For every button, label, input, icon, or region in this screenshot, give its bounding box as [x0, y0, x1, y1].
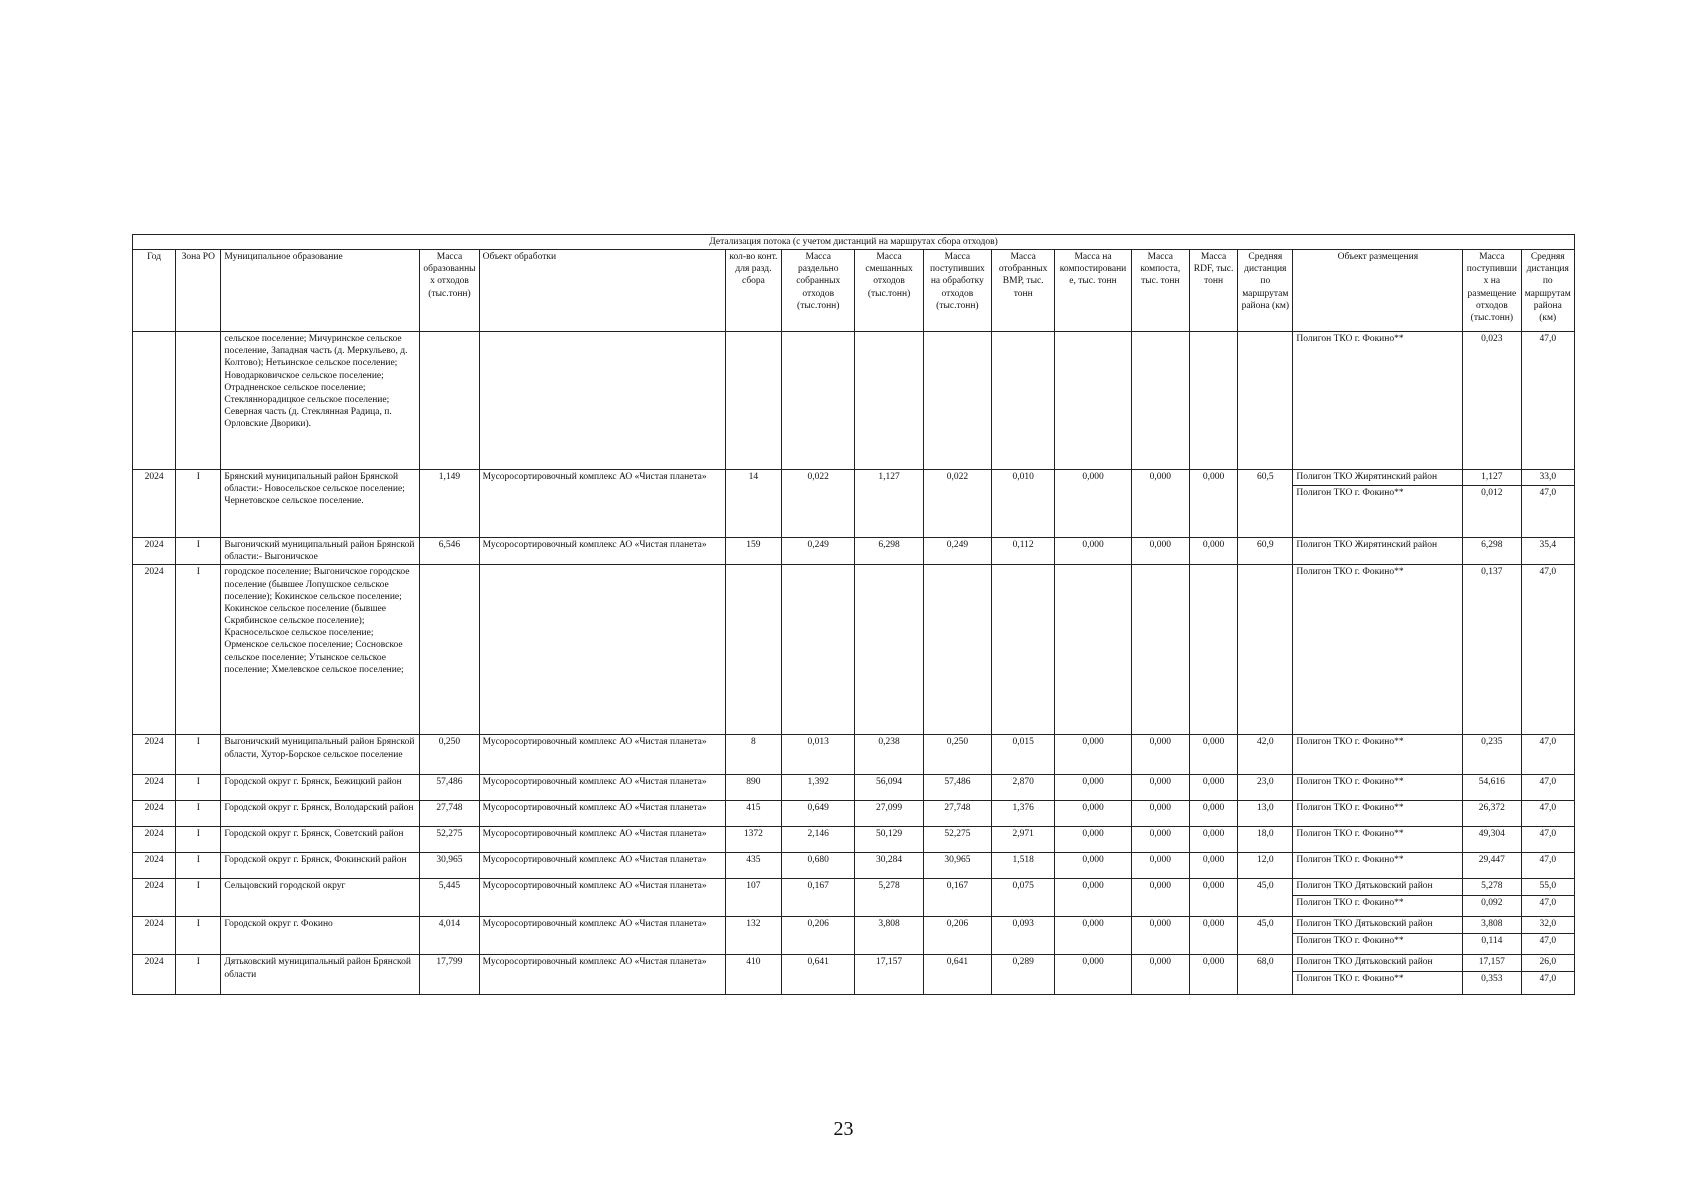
- compost-mass-cell: 0,000: [1131, 917, 1189, 955]
- zone-cell: I: [176, 565, 221, 735]
- municipality-cell: Городской округ г. Брянск, Фокинский район: [221, 853, 420, 879]
- compost-input-cell: 0,000: [1055, 538, 1131, 565]
- table-row: [133, 955, 1575, 995]
- municipality-cell: Дятьковский муниципальный район Брянской области: [221, 955, 420, 995]
- disposal-mass-entry: 3,808: [1481, 919, 1503, 930]
- processed-mass-cell: 0,641: [923, 955, 991, 995]
- header-containers: кол-во конт. для разд. сбора: [725, 250, 781, 332]
- rdf-mass-cell: 0,000: [1189, 955, 1237, 995]
- year-cell: 2024: [133, 879, 176, 917]
- disposal-site-cell: [1293, 735, 1463, 775]
- header-municipality: Муниципальное образование: [221, 250, 420, 332]
- disposal-mass-cell: [1463, 801, 1521, 827]
- disposal-distance-entry: 26,0: [1539, 957, 1557, 968]
- rdf-mass-cell: 0,000: [1189, 801, 1237, 827]
- disposal-distance-entry: 55,0: [1539, 881, 1557, 892]
- disposal-distance-entry: 47,0: [1539, 803, 1557, 814]
- mass-cell: 27,748: [420, 801, 479, 827]
- municipality-cell: Выгоничский муниципальный район Брянской области, Хутор-Борское сельское поселение: [221, 735, 420, 775]
- disposal-distance-entry: 32,0: [1539, 919, 1557, 930]
- facility-cell: Мусоросортировочный комплекс АО «Чистая планета»: [479, 879, 725, 917]
- mass-cell: 5,445: [420, 879, 479, 917]
- zone-cell: I: [176, 827, 221, 853]
- vmr-mass-cell: [992, 565, 1055, 735]
- zone-cell: [176, 332, 221, 470]
- table-row: [133, 917, 1575, 955]
- compost-mass-cell: 0,000: [1131, 775, 1189, 801]
- distance-cell: 12,0: [1238, 853, 1293, 879]
- compost-mass-cell: 0,000: [1131, 538, 1189, 565]
- rdf-mass-cell: 0,000: [1189, 853, 1237, 879]
- disposal-site-cell: [1293, 917, 1463, 955]
- table-row: [133, 565, 1575, 735]
- vmr-mass-cell: 2,870: [992, 775, 1055, 801]
- vmr-mass-cell: [992, 332, 1055, 470]
- disposal-distance-entry: 47,0: [1539, 567, 1557, 578]
- rdf-mass-cell: 0,000: [1189, 827, 1237, 853]
- vmr-mass-cell: 1,376: [992, 801, 1055, 827]
- year-cell: 2024: [133, 827, 176, 853]
- facility-cell: Мусоросортировочный комплекс АО «Чистая планета»: [479, 827, 725, 853]
- mass-cell: 57,486: [420, 775, 479, 801]
- compost-mass-cell: 0,000: [1131, 470, 1189, 538]
- facility-cell: Мусоросортировочный комплекс АО «Чистая планета»: [479, 853, 725, 879]
- disposal-distance-entry: 47,0: [1539, 829, 1557, 840]
- separate-mass-cell: 0,641: [782, 955, 855, 995]
- distance-cell: 45,0: [1238, 879, 1293, 917]
- header-disposal-mass: Масса поступивших на размещение отходов (тыс.тонн): [1463, 250, 1521, 332]
- disposal-mass-entry: 54,616: [1478, 777, 1505, 788]
- header-dist: Средняя дистанция по маршрутам района (км): [1238, 250, 1293, 332]
- mixed-mass-cell: 50,129: [855, 827, 923, 853]
- containers-cell: [725, 332, 781, 470]
- mixed-mass-cell: 5,278: [855, 879, 923, 917]
- disposal-mass-cell: [1463, 853, 1521, 879]
- vmr-mass-cell: 2,971: [992, 827, 1055, 853]
- containers-cell: 132: [725, 917, 781, 955]
- waste-flow-table: [132, 234, 1575, 995]
- year-cell: 2024: [133, 538, 176, 565]
- vmr-mass-cell: 0,289: [992, 955, 1055, 995]
- disposal-distance-cell: [1521, 565, 1575, 735]
- disposal-distance-entry: 47,0: [1539, 855, 1557, 866]
- table-body: [133, 332, 1575, 995]
- zone-cell: I: [176, 801, 221, 827]
- header-disposal-dist: Средняя дистанция по маршрутам района (км): [1521, 250, 1575, 332]
- disposal-mass-cell: [1463, 470, 1521, 538]
- containers-cell: [725, 565, 781, 735]
- distance-cell: [1238, 332, 1293, 470]
- header-rdf: Масса RDF, тыс. тонн: [1189, 250, 1237, 332]
- facility-cell: Мусоросортировочный комплекс АО «Чистая планета»: [479, 955, 725, 995]
- year-cell: 2024: [133, 775, 176, 801]
- disposal-mass-cell: [1463, 775, 1521, 801]
- disposal-mass-entry: 0,114: [1463, 933, 1520, 947]
- disposal-distance-entry: 33,0: [1539, 472, 1557, 483]
- disposal-mass-cell: [1463, 827, 1521, 853]
- containers-cell: 107: [725, 879, 781, 917]
- municipality-cell: Городской округ г. Брянск, Советский район: [221, 827, 420, 853]
- containers-cell: 435: [725, 853, 781, 879]
- disposal-distance-cell: [1521, 470, 1575, 538]
- year-cell: [133, 332, 176, 470]
- mass-cell: 30,965: [420, 853, 479, 879]
- disposal-site-entry: Полигон ТКО г. Фокино**: [1296, 737, 1404, 748]
- year-cell: 2024: [133, 917, 176, 955]
- vmr-mass-cell: 0,075: [992, 879, 1055, 917]
- separate-mass-cell: 2,146: [782, 827, 855, 853]
- compost-input-cell: 0,000: [1055, 955, 1131, 995]
- disposal-site-cell: [1293, 879, 1463, 917]
- year-cell: 2024: [133, 735, 176, 775]
- disposal-site-entry: Полигон ТКО Жирятинский район: [1296, 472, 1438, 483]
- zone-cell: I: [176, 775, 221, 801]
- distance-cell: 42,0: [1238, 735, 1293, 775]
- disposal-site-cell: [1293, 332, 1463, 470]
- vmr-mass-cell: 0,015: [992, 735, 1055, 775]
- compost-mass-cell: 0,000: [1131, 735, 1189, 775]
- disposal-mass-entry: 0,353: [1463, 971, 1520, 985]
- mixed-mass-cell: 27,099: [855, 801, 923, 827]
- mass-cell: [420, 332, 479, 470]
- disposal-mass-cell: [1463, 955, 1521, 995]
- disposal-mass-entry: 49,304: [1478, 829, 1505, 840]
- containers-cell: 8: [725, 735, 781, 775]
- disposal-mass-cell: [1463, 735, 1521, 775]
- facility-cell: [479, 332, 725, 470]
- year-cell: 2024: [133, 801, 176, 827]
- table-row: [133, 801, 1575, 827]
- header-separate: Масса раздельно собранных отходов (тыс.тонн): [782, 250, 855, 332]
- disposal-mass-entry: 0,012: [1463, 485, 1520, 499]
- mixed-mass-cell: 3,808: [855, 917, 923, 955]
- header-year: Год: [133, 250, 176, 332]
- separate-mass-cell: 1,392: [782, 775, 855, 801]
- disposal-site-cell: [1293, 565, 1463, 735]
- disposal-site-cell: [1293, 853, 1463, 879]
- disposal-distance-entry: 47,0: [1522, 895, 1575, 909]
- year-cell: 2024: [133, 955, 176, 995]
- containers-cell: 415: [725, 801, 781, 827]
- distance-cell: 68,0: [1238, 955, 1293, 995]
- disposal-mass-entry: 0,235: [1481, 737, 1503, 748]
- compost-input-cell: 0,000: [1055, 917, 1131, 955]
- disposal-site-entry: Полигон ТКО г. Фокино**: [1296, 567, 1404, 578]
- rdf-mass-cell: 0,000: [1189, 775, 1237, 801]
- separate-mass-cell: 0,680: [782, 853, 855, 879]
- table-row: [133, 853, 1575, 879]
- disposal-site-entry: Полигон ТКО Дятьковский район: [1296, 957, 1433, 968]
- municipality-cell: сельское поселение; Мичуринское сельское поселение, Западная часть (д. Меркульево, д. Колтово); Нетьинское сельское поселение; Новодарковичское сельское поселение; Отрадненское сельское поселение; Стекляннорадицкое сельское поселение; Северная часть (д. Стеклянная Радица, п. Орловские Дворики).: [221, 332, 420, 470]
- compost-input-cell: 0,000: [1055, 879, 1131, 917]
- municipality-cell: Сельцовский городской округ: [221, 879, 420, 917]
- rdf-mass-cell: 0,000: [1189, 735, 1237, 775]
- disposal-distance-entry: 47,0: [1522, 485, 1575, 499]
- mixed-mass-cell: 17,157: [855, 955, 923, 995]
- zone-cell: I: [176, 917, 221, 955]
- disposal-site-cell: [1293, 538, 1463, 565]
- separate-mass-cell: 0,022: [782, 470, 855, 538]
- facility-cell: Мусоросортировочный комплекс АО «Чистая планета»: [479, 735, 725, 775]
- processed-mass-cell: [923, 565, 991, 735]
- table-row: [133, 332, 1575, 470]
- zone-cell: I: [176, 853, 221, 879]
- table-row: [133, 879, 1575, 917]
- containers-cell: 410: [725, 955, 781, 995]
- separate-mass-cell: [782, 332, 855, 470]
- mass-cell: 52,275: [420, 827, 479, 853]
- disposal-site-entry: Полигон ТКО г. Фокино**: [1293, 895, 1462, 909]
- disposal-site-entry: Полигон ТКО г. Фокино**: [1296, 334, 1404, 345]
- disposal-distance-entry: 47,0: [1522, 933, 1575, 947]
- compost-input-cell: 0,000: [1055, 827, 1131, 853]
- disposal-mass-cell: [1463, 332, 1521, 470]
- facility-cell: [479, 565, 725, 735]
- rdf-mass-cell: 0,000: [1189, 470, 1237, 538]
- header-mixed: Масса смешанных отходов (тыс.тонн): [855, 250, 923, 332]
- disposal-distance-cell: [1521, 538, 1575, 565]
- disposal-mass-cell: [1463, 565, 1521, 735]
- mixed-mass-cell: 30,284: [855, 853, 923, 879]
- municipality-cell: Городской округ г. Фокино: [221, 917, 420, 955]
- table-row: [133, 775, 1575, 801]
- disposal-site-entry: Полигон ТКО г. Фокино**: [1296, 855, 1404, 866]
- disposal-mass-entry: 0,023: [1481, 334, 1503, 345]
- distance-cell: 60,5: [1238, 470, 1293, 538]
- disposal-distance-cell: [1521, 955, 1575, 995]
- disposal-mass-cell: [1463, 879, 1521, 917]
- compost-input-cell: [1055, 565, 1131, 735]
- facility-cell: Мусоросортировочный комплекс АО «Чистая планета»: [479, 917, 725, 955]
- table-row: [133, 470, 1575, 538]
- disposal-distance-cell: [1521, 917, 1575, 955]
- header-facility: Объект обработки: [479, 250, 725, 332]
- municipality-cell: Городской округ г. Брянск, Бежицкий район: [221, 775, 420, 801]
- facility-cell: Мусоросортировочный комплекс АО «Чистая планета»: [479, 538, 725, 565]
- disposal-distance-cell: [1521, 879, 1575, 917]
- compost-mass-cell: [1131, 332, 1189, 470]
- mass-cell: 6,546: [420, 538, 479, 565]
- compost-input-cell: [1055, 332, 1131, 470]
- disposal-site-entry: Полигон ТКО Жирятинский район: [1296, 540, 1438, 551]
- vmr-mass-cell: 0,112: [992, 538, 1055, 565]
- separate-mass-cell: 0,167: [782, 879, 855, 917]
- compost-mass-cell: 0,000: [1131, 955, 1189, 995]
- disposal-distance-cell: [1521, 801, 1575, 827]
- mass-cell: 0,250: [420, 735, 479, 775]
- mass-cell: 17,799: [420, 955, 479, 995]
- processed-mass-cell: 0,167: [923, 879, 991, 917]
- disposal-mass-entry: 0,137: [1481, 567, 1503, 578]
- year-cell: 2024: [133, 565, 176, 735]
- processed-mass-cell: [923, 332, 991, 470]
- distance-cell: 60,9: [1238, 538, 1293, 565]
- compost-mass-cell: 0,000: [1131, 827, 1189, 853]
- distance-cell: 13,0: [1238, 801, 1293, 827]
- disposal-site-entry: Полигон ТКО Дятьковский район: [1296, 919, 1433, 930]
- header-row: [133, 250, 1575, 332]
- disposal-site-cell: [1293, 801, 1463, 827]
- zone-cell: I: [176, 538, 221, 565]
- table-row: [133, 538, 1575, 565]
- header-compost-in: Масса на компостирование, тыс. тонн: [1055, 250, 1131, 332]
- processed-mass-cell: 52,275: [923, 827, 991, 853]
- zone-cell: I: [176, 955, 221, 995]
- disposal-mass-entry: 26,372: [1478, 803, 1505, 814]
- disposal-distance-entry: 47,0: [1539, 737, 1557, 748]
- zone-cell: I: [176, 735, 221, 775]
- separate-mass-cell: [782, 565, 855, 735]
- containers-cell: 159: [725, 538, 781, 565]
- disposal-mass-cell: [1463, 538, 1521, 565]
- disposal-site-entry: Полигон ТКО г. Фокино**: [1296, 803, 1404, 814]
- rdf-mass-cell: 0,000: [1189, 917, 1237, 955]
- facility-cell: Мусоросортировочный комплекс АО «Чистая планета»: [479, 775, 725, 801]
- mixed-mass-cell: 6,298: [855, 538, 923, 565]
- disposal-distance-entry: 35,4: [1539, 540, 1557, 551]
- processed-mass-cell: 0,206: [923, 917, 991, 955]
- year-cell: 2024: [133, 470, 176, 538]
- compost-input-cell: 0,000: [1055, 801, 1131, 827]
- separate-mass-cell: 0,013: [782, 735, 855, 775]
- disposal-site-entry: Полигон ТКО г. Фокино**: [1293, 485, 1462, 499]
- header-processed: Масса поступивших на обработку отходов (тыс.тонн): [923, 250, 991, 332]
- disposal-distance-cell: [1521, 775, 1575, 801]
- rdf-mass-cell: [1189, 565, 1237, 735]
- rdf-mass-cell: 0,000: [1189, 538, 1237, 565]
- disposal-site-cell: [1293, 955, 1463, 995]
- mixed-mass-cell: 0,238: [855, 735, 923, 775]
- mixed-mass-cell: 56,094: [855, 775, 923, 801]
- header-zone: Зона РО: [176, 250, 221, 332]
- disposal-mass-entry: 29,447: [1478, 855, 1505, 866]
- compost-input-cell: 0,000: [1055, 853, 1131, 879]
- disposal-distance-cell: [1521, 853, 1575, 879]
- municipality-cell: городское поселение; Выгоничское городское поселение (бывшее Лопушское сельское поселение); Кокинское сельское поселение; Кокинское сельское поселение (бывшее Скрябинское сельское поселение); Красносельское сельское поселение; Орменское сельское поселение; Сосновское сельское поселение; Утынское сельское поселение; Хмелевское сельское поселение;: [221, 565, 420, 735]
- disposal-site-entry: Полигон ТКО Дятьковский район: [1296, 881, 1433, 892]
- vmr-mass-cell: 1,518: [992, 853, 1055, 879]
- disposal-mass-entry: 0,092: [1463, 895, 1520, 909]
- disposal-site-entry: Полигон ТКО г. Фокино**: [1293, 971, 1462, 985]
- header-mass: Масса образованных отходов (тыс.тонн): [420, 250, 479, 332]
- mixed-mass-cell: [855, 332, 923, 470]
- zone-cell: I: [176, 879, 221, 917]
- processed-mass-cell: 57,486: [923, 775, 991, 801]
- disposal-mass-entry: 5,278: [1481, 881, 1503, 892]
- year-cell: 2024: [133, 853, 176, 879]
- compost-mass-cell: 0,000: [1131, 879, 1189, 917]
- compost-input-cell: 0,000: [1055, 470, 1131, 538]
- containers-cell: 14: [725, 470, 781, 538]
- zone-cell: I: [176, 470, 221, 538]
- facility-cell: Мусоросортировочный комплекс АО «Чистая планета»: [479, 470, 725, 538]
- disposal-mass-cell: [1463, 917, 1521, 955]
- disposal-site-entry: Полигон ТКО г. Фокино**: [1293, 933, 1462, 947]
- disposal-site-entry: Полигон ТКО г. Фокино**: [1296, 777, 1404, 788]
- disposal-distance-entry: 47,0: [1522, 971, 1575, 985]
- distance-cell: [1238, 565, 1293, 735]
- separate-mass-cell: 0,249: [782, 538, 855, 565]
- distance-cell: 23,0: [1238, 775, 1293, 801]
- mixed-mass-cell: [855, 565, 923, 735]
- containers-cell: 890: [725, 775, 781, 801]
- disposal-distance-cell: [1521, 332, 1575, 470]
- distance-cell: 18,0: [1238, 827, 1293, 853]
- distance-cell: 45,0: [1238, 917, 1293, 955]
- disposal-mass-entry: 6,298: [1481, 540, 1503, 551]
- disposal-site-cell: [1293, 827, 1463, 853]
- disposal-site-cell: [1293, 775, 1463, 801]
- processed-mass-cell: 0,250: [923, 735, 991, 775]
- mass-cell: [420, 565, 479, 735]
- rdf-mass-cell: [1189, 332, 1237, 470]
- compost-mass-cell: 0,000: [1131, 853, 1189, 879]
- rdf-mass-cell: 0,000: [1189, 879, 1237, 917]
- disposal-distance-entry: 47,0: [1539, 334, 1557, 345]
- municipality-cell: Выгоничский муниципальный район Брянской области:- Выгоничское: [221, 538, 420, 565]
- vmr-mass-cell: 0,010: [992, 470, 1055, 538]
- compost-mass-cell: [1131, 565, 1189, 735]
- processed-mass-cell: 30,965: [923, 853, 991, 879]
- header-disposal: Объект размещения: [1293, 250, 1463, 332]
- mass-cell: 4,014: [420, 917, 479, 955]
- compost-input-cell: 0,000: [1055, 775, 1131, 801]
- disposal-distance-cell: [1521, 735, 1575, 775]
- processed-mass-cell: 0,022: [923, 470, 991, 538]
- municipality-cell: Брянский муниципальный район Брянской области:- Новосельское сельское поселение; Чернетовское сельское поселение.: [221, 470, 420, 538]
- table-caption: Детализация потока (с учетом дистанций на маршрутах сбора отходов): [133, 235, 1575, 250]
- disposal-site-cell: [1293, 470, 1463, 538]
- disposal-distance-entry: 47,0: [1539, 777, 1557, 788]
- compost-mass-cell: 0,000: [1131, 801, 1189, 827]
- processed-mass-cell: 27,748: [923, 801, 991, 827]
- compost-input-cell: 0,000: [1055, 735, 1131, 775]
- page-number: 23: [833, 1118, 854, 1140]
- header-vmr: Масса отобранных ВМР, тыс. тонн: [992, 250, 1055, 332]
- disposal-mass-entry: 17,157: [1478, 957, 1505, 968]
- table-row: [133, 735, 1575, 775]
- mixed-mass-cell: 1,127: [855, 470, 923, 538]
- disposal-mass-entry: 1,127: [1481, 472, 1503, 483]
- facility-cell: Мусоросортировочный комплекс АО «Чистая планета»: [479, 801, 725, 827]
- mass-cell: 1,149: [420, 470, 479, 538]
- separate-mass-cell: 0,206: [782, 917, 855, 955]
- municipality-cell: Городской округ г. Брянск, Володарский район: [221, 801, 420, 827]
- separate-mass-cell: 0,649: [782, 801, 855, 827]
- vmr-mass-cell: 0,093: [992, 917, 1055, 955]
- header-compost: Масса компоста, тыс. тонн: [1131, 250, 1189, 332]
- table-row: [133, 827, 1575, 853]
- processed-mass-cell: 0,249: [923, 538, 991, 565]
- containers-cell: 1372: [725, 827, 781, 853]
- disposal-distance-cell: [1521, 827, 1575, 853]
- disposal-site-entry: Полигон ТКО г. Фокино**: [1296, 829, 1404, 840]
